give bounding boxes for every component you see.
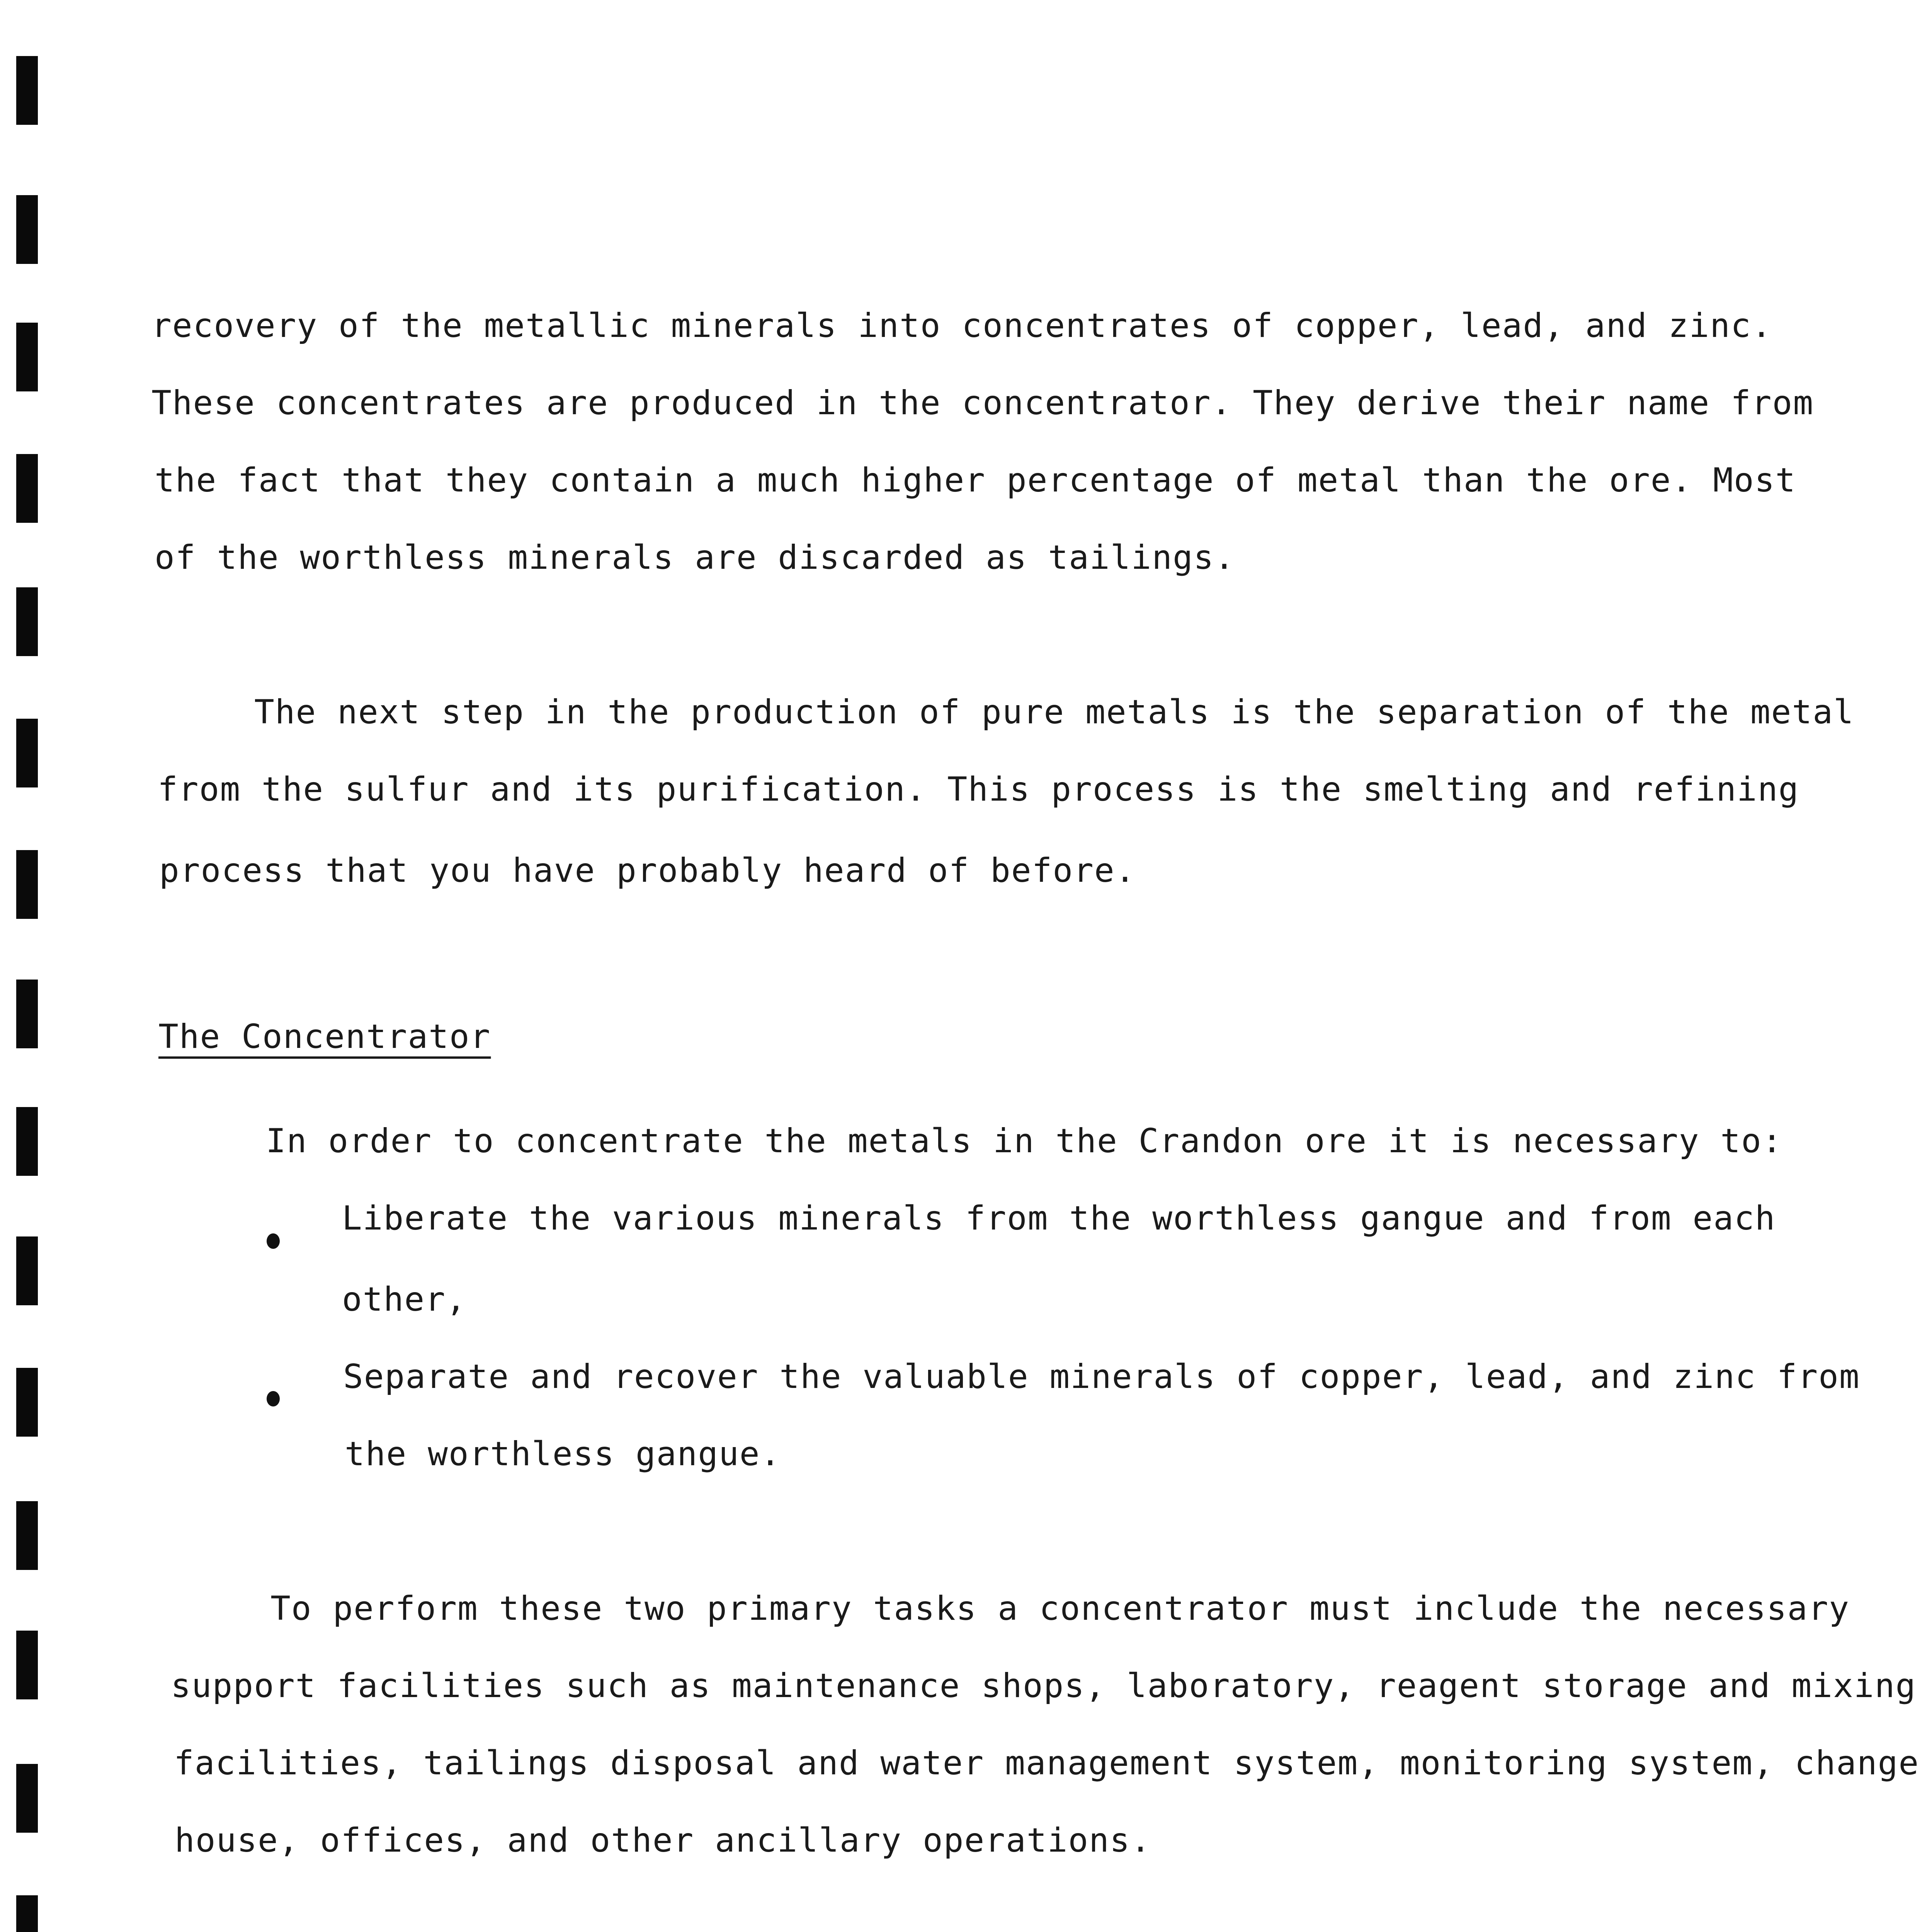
paragraph-1-line: These concentrates are produced in the concentrator. They derive their name from [151, 384, 1814, 422]
concentrator-paragraph-line: To perform these two primary tasks a concentrator must include the necessary [270, 1589, 1850, 1628]
paragraph-1-line: the fact that they contain a much higher percentage of metal than the ore. Most [155, 461, 1796, 500]
paragraph-2-line: from the sulfur and its purification. This process is the smelting and refining [158, 770, 1799, 809]
bullet-line: the worthless gangue. [345, 1435, 781, 1473]
paragraph-2-line: process that you have probably heard of before. [159, 851, 1136, 890]
bullet-line: other, [342, 1280, 467, 1319]
bullet-line: Liberate the various minerals from the worthless gangue and from each [342, 1199, 1776, 1238]
paragraph-2-line: The next step in the production of pure metals is the separation of the metal [254, 693, 1854, 731]
paragraph-1-line: of the worthless minerals are discarded as tailings. [155, 538, 1235, 577]
concentrator-paragraph-line: house, offices, and other ancillary operations. [175, 1821, 1151, 1860]
concentrator-paragraph-line: support facilities such as maintenance shops, laboratory, reagent storage and mixing [171, 1667, 1917, 1705]
concentrator-paragraph-line: facilities, tailings disposal and water management system, monitoring system, change [174, 1744, 1920, 1782]
bullet-point [267, 1233, 280, 1249]
section-heading-concentrator: The Concentrator [158, 1017, 491, 1056]
concentrator-intro: In order to concentrate the metals in the Crandon ore it is necessary to: [266, 1122, 1783, 1160]
bullet-line: Separate and recover the valuable minerals of copper, lead, and zinc from [343, 1357, 1860, 1396]
paragraph-1-line: recovery of the metallic minerals into concentrates of copper, lead, and zinc. [151, 306, 1772, 345]
bullet-point [267, 1391, 280, 1406]
